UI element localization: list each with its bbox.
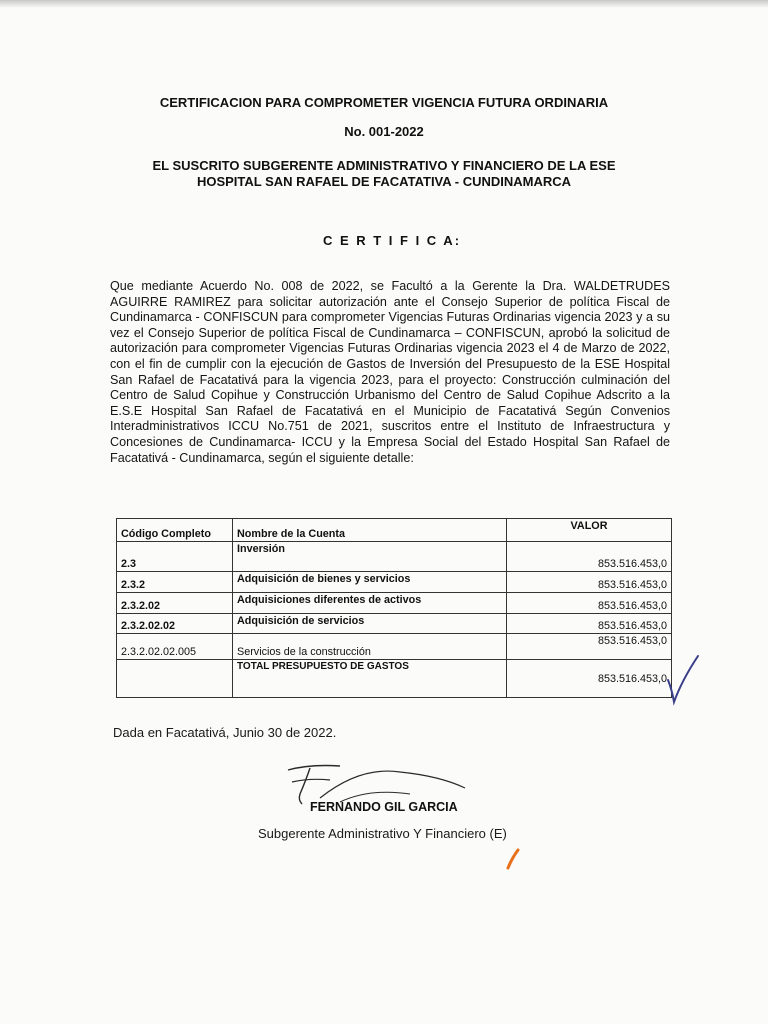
table-row [117, 572, 672, 593]
header-value: VALOR [507, 519, 672, 542]
row-value: 853.516.453,0 [507, 542, 672, 572]
certifica-heading: C E R T I F I C A: [322, 233, 462, 248]
issuer-line-1: EL SUSCRITO SUBGERENTE ADMINISTRATIVO Y FINANCIERO DE LA ESE [152, 158, 616, 173]
row-name: Servicios de la construcción [233, 634, 507, 660]
row-code: 2.3.2.02.02 [117, 614, 233, 634]
table-row [117, 593, 672, 614]
row-code: 2.3.2.02 [117, 593, 233, 614]
row-name: Inversión [233, 542, 507, 572]
row-name: TOTAL PRESUPUESTO DE GASTOS [233, 660, 507, 698]
table-row [117, 542, 672, 572]
table-header-row [117, 519, 672, 542]
table-row-total [117, 660, 672, 698]
row-name: Adquisiciones diferentes de activos [233, 593, 507, 614]
header-code: Código Completo [117, 519, 233, 542]
row-code: 2.3.2 [117, 572, 233, 593]
row-value: 853.516.453,0 [507, 634, 672, 660]
row-value: 853.516.453,0 [507, 614, 672, 634]
body-paragraph: Que mediante Acuerdo No. 008 de 2022, se Facultó a la Gerente la Dra. WALDETRUDES AGUIRRE RAMIREZ para solicitar autorización ante el Consejo Superior de política Fiscal de Cundinamarca - CONFISCUN para comprometer Vigencias Futuras Ordinarias vigencia 2023 y a su vez el Consejo Superior de política Fiscal de Cundinamarca – CONFISCUN, aprobó la solicitud de autorización para comprometer Vigencias Futuras Ordinarias vigencia 2023 el 4 de Marzo de 2022, con el fin de cumplir con la ejecución de Gastos de Inversión del Presupuesto de la ESE Hospital San Rafael de Facatativá para la vigencia 2023, para el proyecto: Construcción culminación del Centro de Salud Copihue y Construcción Urbanismo del Centro de Salud Copihue Adscrito a la E.S.E Hospital San Rafael de Facatativá en el Municipio de Facatativá Según Convenios Interadministrativos ICCU No.751 de 2021, suscritos entre el Instituto de Infraestructura y Concesiones de Cundinamarca- ICCU y la Empresa Social del Estado Hospital San Rafael de Facatativá - Cundinamarca, según el siguiente detalle: [110, 279, 670, 465]
row-value: 853.516.453,0 [507, 660, 672, 698]
row-code: 2.3 [117, 542, 233, 572]
row-code [117, 660, 233, 698]
table-row [117, 614, 672, 634]
signer-name: FERNANDO GIL GARCIA [310, 800, 458, 814]
row-name: Adquisición de bienes y servicios [233, 572, 507, 593]
signer-title: Subgerente Administrativo Y Financiero (E) [258, 826, 507, 841]
orange-mark-icon [502, 846, 524, 872]
scan-shadow [0, 0, 768, 8]
budget-table [116, 518, 672, 698]
issue-date: Dada en Facatativá, Junio 30 de 2022. [113, 725, 337, 740]
header-name: Nombre de la Cuenta [233, 519, 507, 542]
issuer-line-2: HOSPITAL SAN RAFAEL DE FACATATIVA - CUNDINAMARCA [196, 174, 572, 189]
document-title: CERTIFICACION PARA COMPROMETER VIGENCIA FUTURA ORDINARIA [159, 95, 609, 110]
row-name: Adquisición de servicios [233, 614, 507, 634]
row-value: 853.516.453,0 [507, 572, 672, 593]
document-number: No. 001-2022 [344, 124, 424, 139]
check-mark-icon [664, 650, 704, 710]
row-value: 853.516.453,0 [507, 593, 672, 614]
table-row [117, 634, 672, 660]
row-code: 2.3.2.02.02.005 [117, 634, 233, 660]
